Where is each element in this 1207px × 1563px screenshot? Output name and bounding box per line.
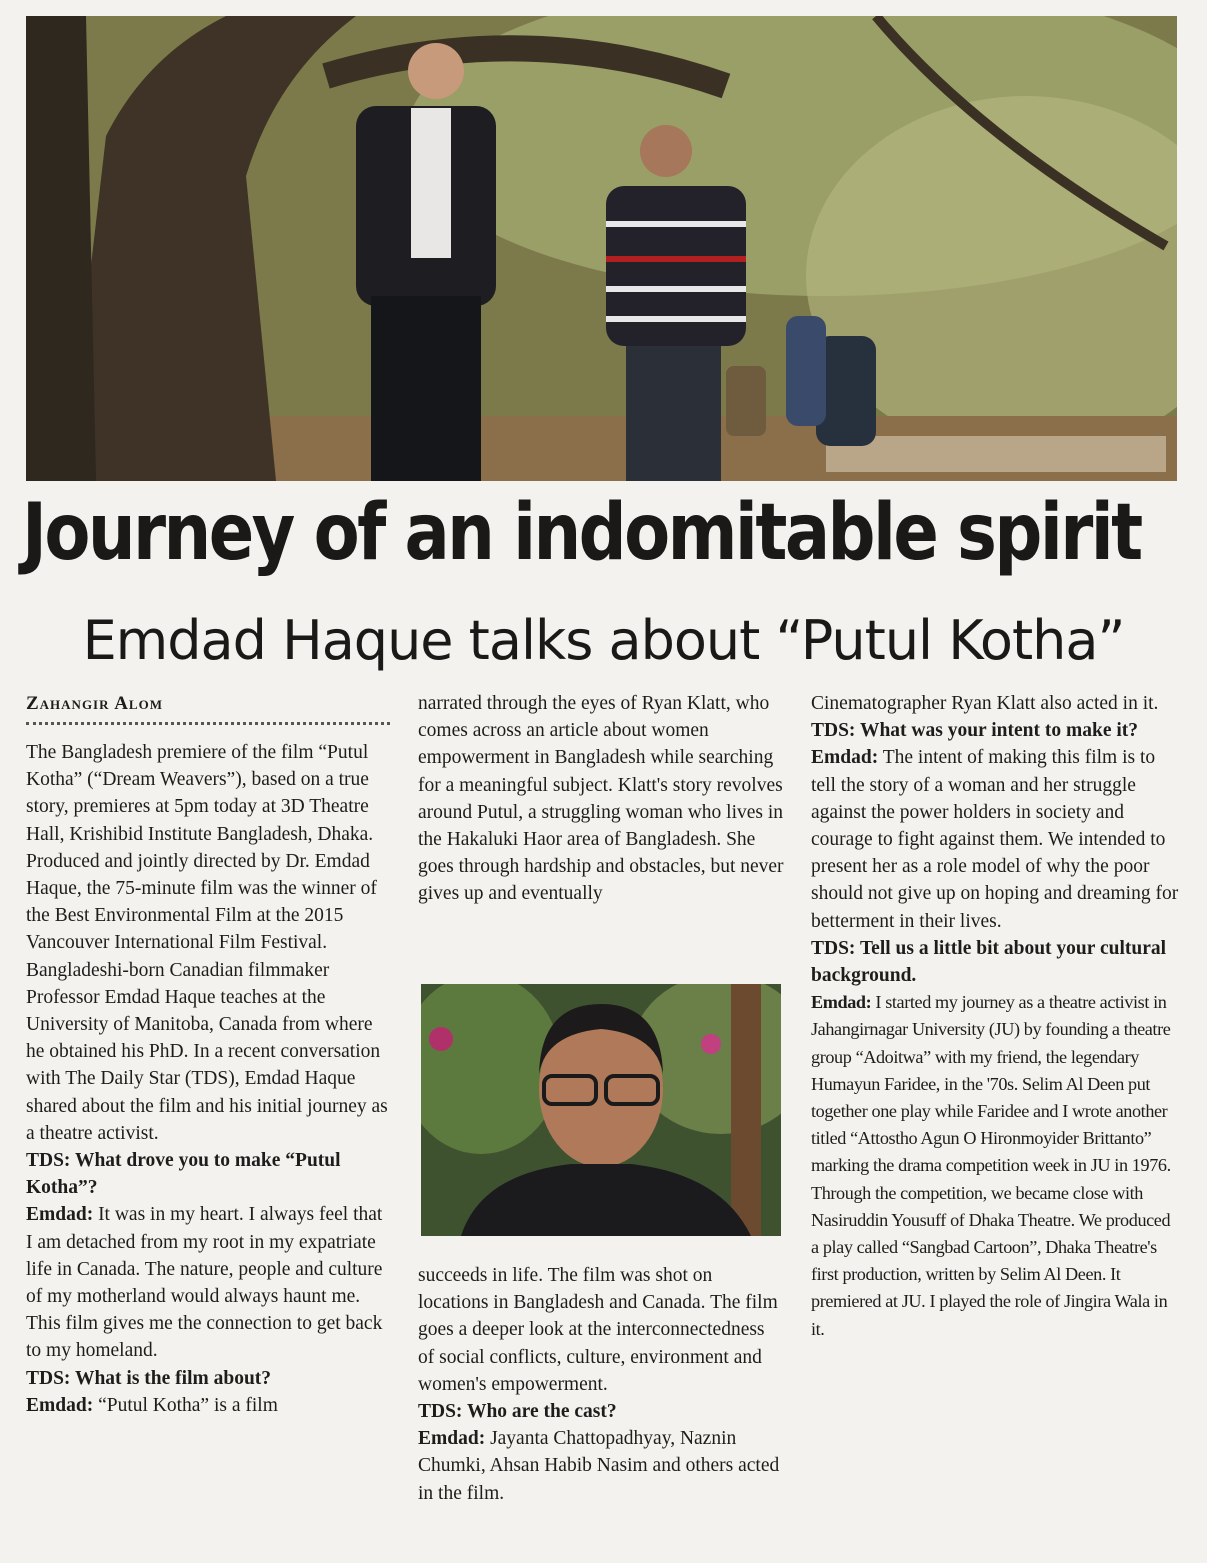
speaker-label: Emdad: [26, 1394, 94, 1416]
column-2-bottom [418, 1262, 784, 1507]
speaker-label: Emdad: [811, 747, 879, 769]
answer-2-end: succeeds in life. The film was shot on locations in Bangladesh and Canada. The film goes a deeper look at the interconnectedness of social conflicts, culture, environment and women's empowerment. [418, 1265, 778, 1395]
answer-3-end: Cinematographer Ryan Klatt also acted in it. [811, 693, 1159, 714]
column-1 [26, 690, 392, 1419]
question-1: TDS: What drove you to make “Putul Kotha”? [26, 1150, 341, 1199]
column-2-top [418, 690, 784, 908]
answer-3-text: Jayanta Chattopadhyay, Naznin Chumki, Ahsan Habib Nasim and others acted in the film. [418, 1428, 780, 1504]
question-5: TDS: Tell us a little bit about your cultural background. [811, 937, 1167, 987]
answer-1 [26, 1201, 392, 1364]
byline: Zahangir Alom [26, 693, 163, 714]
answer-1-text: It was in my heart. I always feel that I am detached from my root in my expatriate life in Canada. The nature, people and culture of my motherland would always haunt me. This film gives me the connection to get back to my homeland. [26, 1204, 383, 1362]
answer-5 [811, 989, 1181, 1343]
headline: Journey of an indomitable spirit [22, 488, 1141, 578]
speaker-label: Emdad: [26, 1204, 94, 1226]
portrait-photo [421, 984, 781, 1236]
answer-2-start [26, 1392, 392, 1419]
answer-4-text: The intent of making this film is to tell the story of a woman and her struggle against the power holders in society and courage to fight against them. We intended to present her as a role model of why the poor should not give up on hoping and dreaming for betterment in their lives. [811, 747, 1179, 932]
answer-3 [418, 1425, 784, 1507]
hero-photo [26, 16, 1177, 481]
column-3 [811, 690, 1181, 1343]
speaker-label: Emdad: [811, 992, 872, 1013]
question-2: TDS: What is the film about? [26, 1367, 272, 1389]
question-4: TDS: What was your intent to make it? [811, 720, 1139, 742]
answer-2-text: “Putul Kotha” is a film [93, 1394, 278, 1416]
answer-2-continued: narrated through the eyes of Ryan Klatt, who comes across an article about women empowerment in Bangladesh while searching for a meaningful subject. Klatt's story revolves around Putul, a struggling woman who lives in the Hakaluki Haor area of Bangladesh. She goes through hardship and obstacles, but never gives up and eventually [418, 693, 784, 905]
answer-5-text: I started my journey as a theatre activist in Jahangirnagar University (JU) by founding a theatre group “Adoitwa” with my friend, the legendary Humayun Faridee, in the '70s. Selim Al Deen put together one play while Faridee and I wrote another titled “Attostho Agun O Hironmoyider Brittanto” marking the drama competition week in JU in 1976. Through the competition, we became close with Nasiruddin Yousuff of Dhaka Theatre. We produced a play called “Sangbad Cartoon”, Dhaka Theatre's first production, written by Selim Al Deen. It premiered at JU. I played the role of Jingira Wala in it. [811, 992, 1171, 1339]
subheadline: Emdad Haque talks about “Putul Kotha” [82, 609, 1125, 672]
answer-4 [811, 744, 1181, 934]
speaker-label: Emdad: [418, 1428, 486, 1450]
intro-paragraph: The Bangladesh premiere of the film “Putul Kotha” (“Dream Weavers”), based on a true story, premieres at 5pm today at 3D Theatre Hall, Krishibid Institute Bangladesh, Dhaka. Produced and jointly directed by Dr. Emdad Haque, the 75-minute film was the winner of the Best Environmental Film at the 2015 Vancouver International Film Festival. Bangladeshi-born Canadian filmmaker Professor Emdad Haque teaches at the University of Manitoba, Canada from where he obtained his PhD. In a recent conversation with The Daily Star (TDS), Emdad Haque shared about the film and his initial journey as a theatre activist. [26, 742, 388, 1144]
question-3: TDS: Who are the cast? [418, 1401, 617, 1423]
byline-divider [26, 722, 390, 725]
